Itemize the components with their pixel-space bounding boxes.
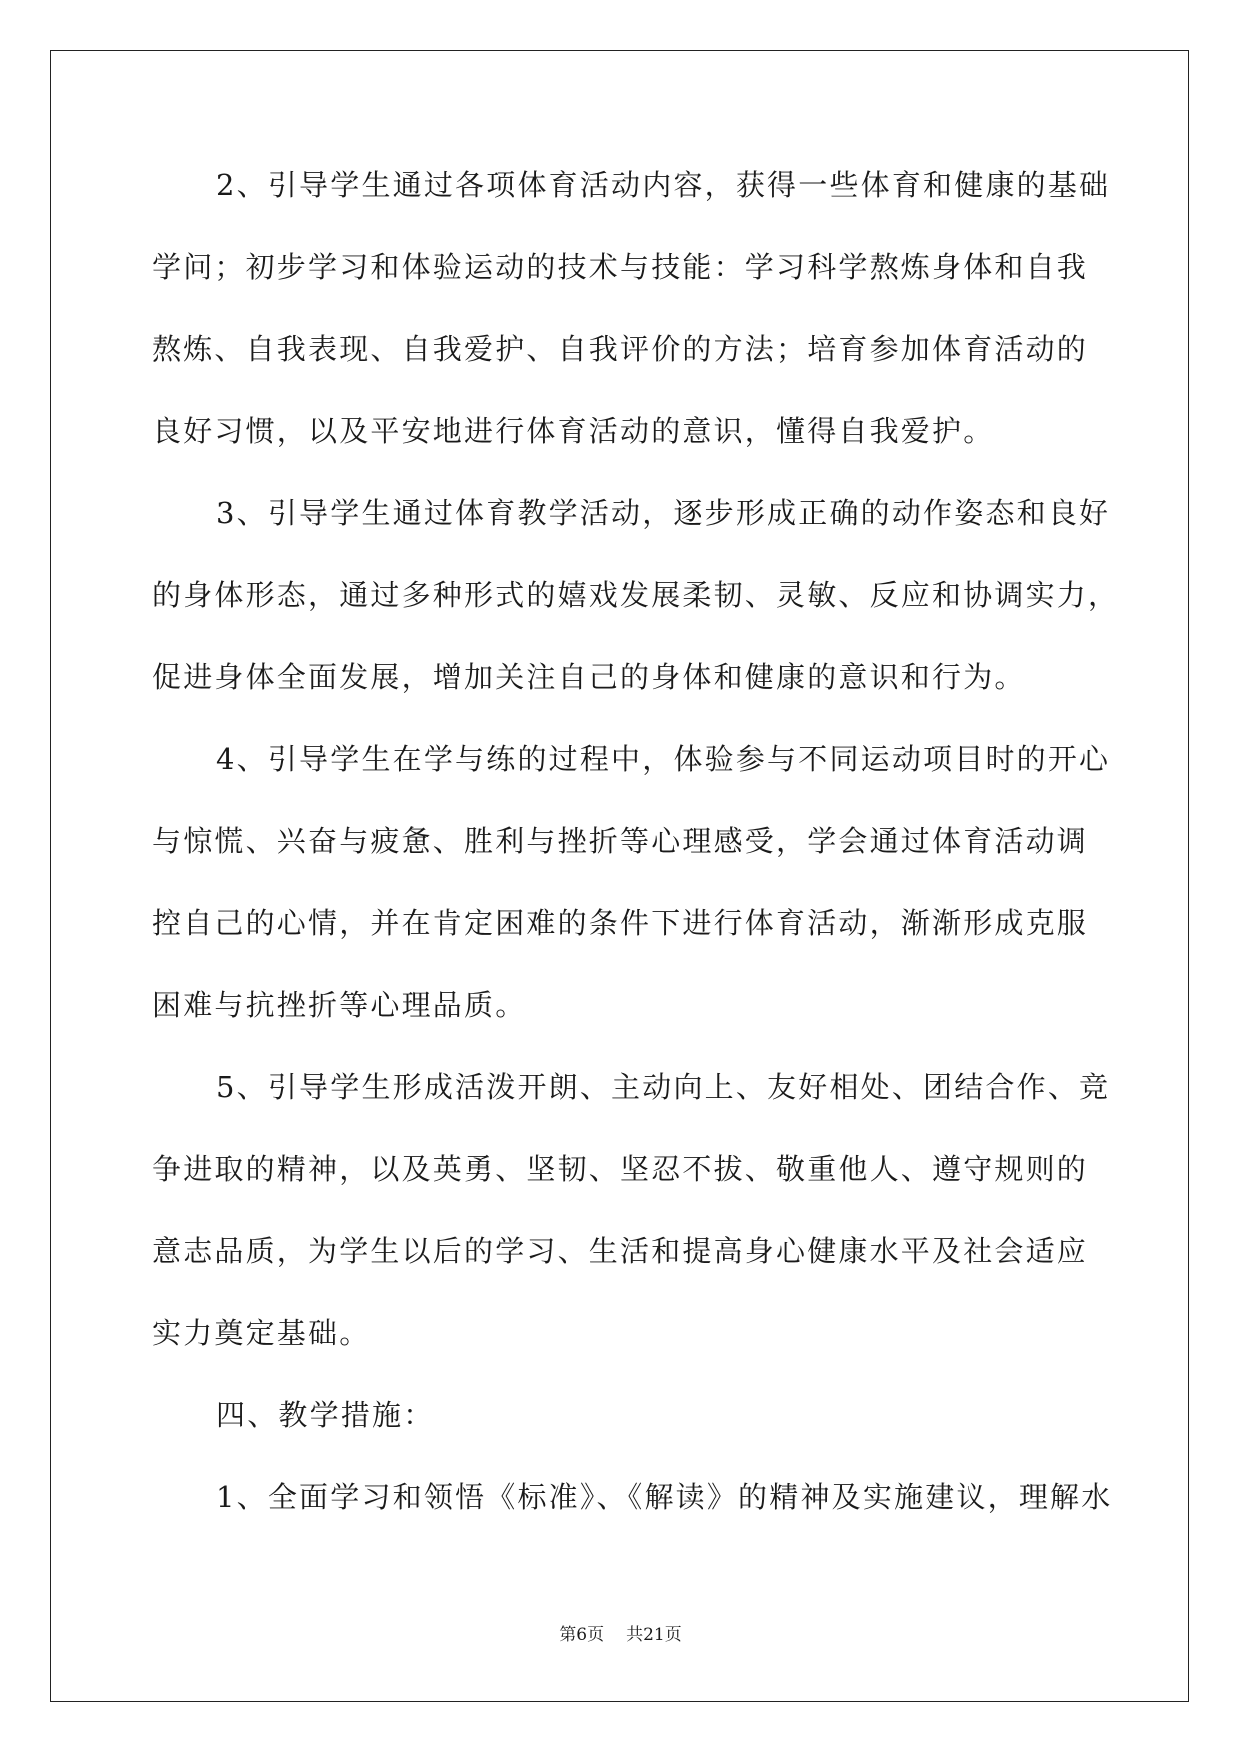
total-page-count: 共21页 [626,1625,682,1645]
section-heading [152,1390,1092,1440]
text-line: 实力奠定基础。 [152,1316,371,1350]
document-body [152,160,1120,1554]
text-line: 意志品质，为学生以后的学习、生活和提高身心健康水平及社会适应 [152,1234,1089,1268]
text-line: 2、引导学生通过各项体育活动内容，获得一些体育和健康的基础 [216,168,1111,202]
text-line: 良好习惯，以及平安地进行体育活动的意识，懂得自我爱护。 [152,414,995,448]
text-line: 控自己的心情，并在肯定困难的条件下进行体育活动，渐渐形成克服 [152,906,1089,940]
current-page-number: 第6页 [559,1625,605,1645]
text-line: 与惊慌、兴奋与疲惫、胜利与挫折等心理感受，学会通过体育活动调 [152,824,1089,858]
paragraph [152,1062,1111,1358]
paragraph [152,1472,1113,1522]
page-footer [0,1623,1241,1647]
paragraph [152,160,1111,456]
text-line: 学问；初步学习和体验运动的技术与技能：学习科学熬炼身体和自我 [152,250,1089,284]
text-line: 促进身体全面发展，增加关注自己的身体和健康的意识和行为。 [152,660,1026,694]
text-line: 四、教学措施： [216,1398,435,1432]
text-line: 熬炼、自我表现、自我爱护、自我评价的方法；培育参加体育活动的 [152,332,1089,366]
text-line: 1、全面学习和领悟《标准》、《解读》的精神及实施建议，理解水 [216,1480,1113,1514]
text-line: 5、引导学生形成活泼开朗、主动向上、友好相处、团结合作、竞 [216,1070,1111,1104]
text-line: 的身体形态，通过多种形式的嬉戏发展柔韧、灵敏、反应和协调实力， [152,578,1120,612]
text-line: 4、引导学生在学与练的过程中，体验参与不同运动项目时的开心 [216,742,1111,776]
text-line: 3、引导学生通过体育教学活动，逐步形成正确的动作姿态和良好 [216,496,1111,530]
paragraph [152,734,1111,1030]
text-line: 困难与抗挫折等心理品质。 [152,988,527,1022]
text-line: 争进取的精神，以及英勇、坚韧、坚忍不拔、敬重他人、遵守规则的 [152,1152,1089,1186]
paragraph [152,488,1120,702]
